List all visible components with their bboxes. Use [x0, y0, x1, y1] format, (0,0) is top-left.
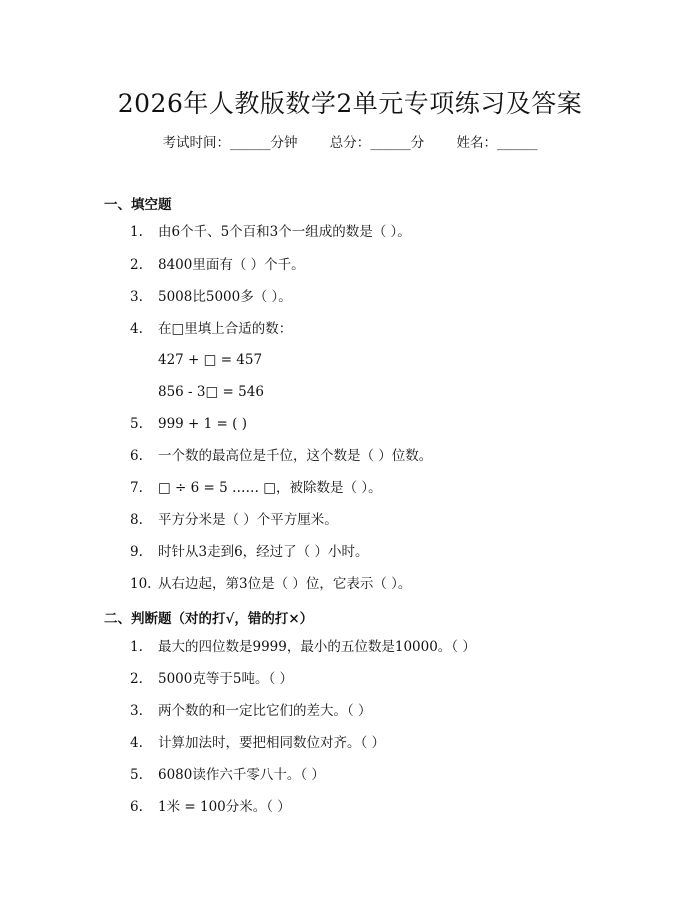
question-number: 9. — [130, 544, 143, 560]
question-text: 一个数的最高位是千位，这个数是（ ）位数。 — [158, 448, 433, 464]
question-number: 10. — [130, 576, 152, 592]
question-text: □ ÷ 6 = 5 …… □，被除数是（ ）。 — [158, 480, 382, 496]
question-item — [130, 733, 385, 753]
question-text: 5008比5000多（ ）。 — [158, 289, 292, 305]
section-heading-true-false: 二、判断题（对的打√，错的打×） — [104, 611, 314, 627]
question-number: 8. — [130, 512, 143, 528]
question-number: 5. — [130, 416, 143, 432]
question-item — [130, 287, 292, 307]
question-text: 由6个千、5个百和3个一组成的数是（ ）。 — [158, 224, 411, 240]
question-text: 最大的四位数是9999，最小的五位数是10000。（ ） — [158, 639, 476, 655]
section-heading-fill-in: 一、填空题 — [104, 197, 172, 213]
question-item — [130, 797, 291, 817]
question-number: 1. — [130, 639, 143, 655]
question-item — [130, 255, 305, 275]
question-text: 6080读作六千零八十。（ ） — [158, 767, 325, 783]
question-number: 6. — [130, 448, 143, 464]
question-text: 1米 = 100分米。（ ） — [158, 799, 291, 815]
question-text: 在□里填上合适的数： — [158, 321, 293, 337]
question-number: 1. — [130, 224, 143, 240]
question-text: 计算加法时，要把相同数位对齐。（ ） — [158, 735, 386, 751]
question-number: 5. — [130, 767, 143, 783]
question-number: 6. — [130, 799, 143, 815]
question-item — [130, 414, 247, 434]
question-number: 2. — [130, 671, 143, 687]
question-number: 7. — [130, 480, 143, 496]
question-item — [130, 446, 432, 466]
question-subline: 856 - 3□ = 546 — [158, 384, 264, 400]
question-text: 8400里面有（ ）个千。 — [158, 257, 305, 273]
question-subline: 427 + □ = 457 — [158, 352, 263, 368]
question-text: 平方分米是（ ）个平方厘米。 — [158, 512, 338, 528]
question-item — [130, 574, 411, 594]
question-number: 2. — [130, 257, 143, 273]
question-item — [130, 542, 368, 562]
question-item — [130, 222, 411, 242]
question-item — [130, 701, 372, 721]
question-item — [130, 765, 325, 785]
exam-time-field: 考试时间：______分钟 — [162, 135, 298, 151]
question-text: 时针从3走到6，经过了（ ）小时。 — [158, 544, 369, 560]
exam-info-line — [0, 131, 700, 151]
question-item — [130, 669, 293, 689]
page-title: 2026年人教版数学2单元专项练习及答案 — [117, 89, 583, 118]
question-number: 4. — [130, 321, 143, 337]
question-item — [130, 637, 476, 657]
question-number: 3. — [130, 289, 143, 305]
question-item — [130, 319, 292, 339]
question-text: 5000克等于5吨。（ ） — [158, 671, 293, 687]
question-item — [130, 478, 382, 498]
question-item — [130, 510, 338, 530]
question-number: 4. — [130, 735, 143, 751]
name-field: 姓名：______ — [456, 135, 538, 151]
question-text: 从右边起，第3位是（ ）位，它表示（ ）。 — [158, 576, 412, 592]
question-text: 999 + 1 = ( ) — [158, 416, 247, 432]
total-score-field: 总分：______分 — [329, 135, 425, 151]
question-text: 两个数的和一定比它们的差大。（ ） — [158, 703, 372, 719]
question-number: 3. — [130, 703, 143, 719]
